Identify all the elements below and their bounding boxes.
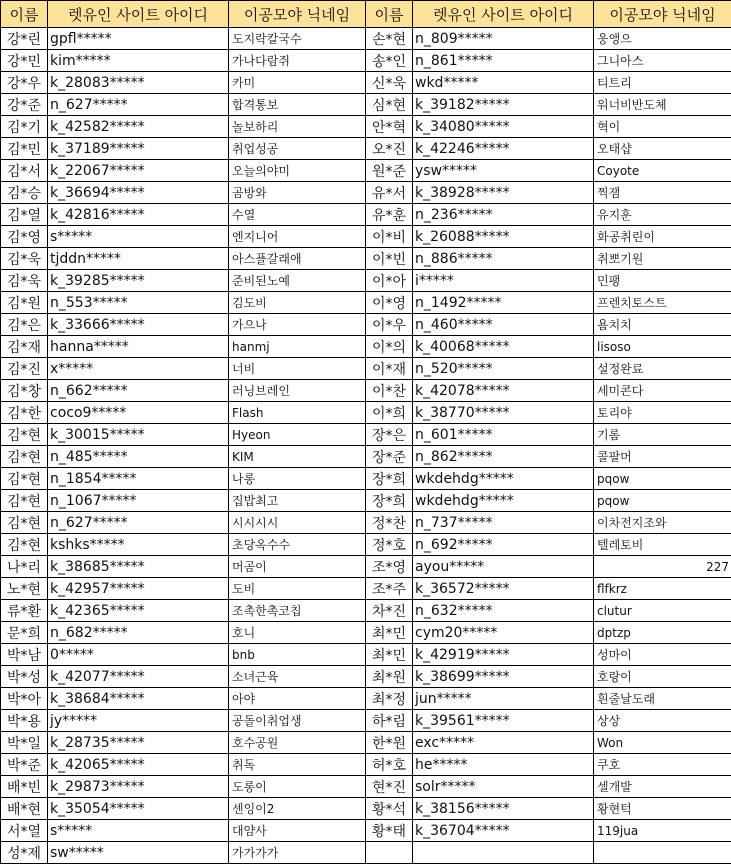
nickname-cell[interactable]: 프렌치토스트 xyxy=(594,292,731,314)
nickname-cell[interactable]: 초당옥수수 xyxy=(229,534,366,556)
name-cell[interactable]: 김*욱 xyxy=(1,248,48,270)
name-cell[interactable]: 한*원 xyxy=(366,732,413,754)
name-cell[interactable]: 심*현 xyxy=(366,94,413,116)
table-row xyxy=(1,28,731,50)
site-id-cell[interactable]: n_1854***** xyxy=(48,468,229,490)
table-row xyxy=(1,754,731,776)
site-id-cell[interactable]: wkdehdg***** xyxy=(413,468,594,490)
site-id-cell[interactable]: k_28083***** xyxy=(48,72,229,94)
site-id-cell[interactable]: k_42246***** xyxy=(413,138,594,160)
nickname-cell[interactable]: 세미콘다 xyxy=(594,380,731,402)
name-cell[interactable]: 이*찬 xyxy=(366,380,413,402)
nickname-cell[interactable]: 김도비 xyxy=(229,292,366,314)
site-id-cell[interactable]: solr***** xyxy=(413,776,594,798)
site-id-cell[interactable]: n_1492***** xyxy=(413,292,594,314)
site-id-cell[interactable]: k_29873***** xyxy=(48,776,229,798)
name-cell[interactable]: 장*은 xyxy=(366,424,413,446)
nickname-cell[interactable]: KIM xyxy=(229,446,366,468)
nickname-cell[interactable]: 기롬 xyxy=(594,424,731,446)
table-row xyxy=(1,688,731,710)
nickname-cell[interactable]: 쿠호 xyxy=(594,754,731,776)
site-id-cell[interactable]: k_35054***** xyxy=(48,798,229,820)
nickname-cell[interactable]: 가나다람쥐 xyxy=(229,50,366,72)
name-cell[interactable]: 김*열 xyxy=(1,204,48,226)
nickname-cell[interactable]: 소녀근육 xyxy=(229,666,366,688)
site-id-cell[interactable]: k_36704***** xyxy=(413,820,594,842)
table-row xyxy=(1,666,731,688)
site-id-cell[interactable]: k_36694***** xyxy=(48,182,229,204)
nickname-cell[interactable]: 시시시시 xyxy=(229,512,366,534)
name-cell[interactable]: 박*성 xyxy=(1,666,48,688)
name-cell[interactable]: 송*인 xyxy=(366,50,413,72)
table-row xyxy=(1,600,731,622)
name-cell[interactable]: 김*원 xyxy=(1,292,48,314)
name-cell[interactable]: 김*현 xyxy=(1,424,48,446)
nickname-cell[interactable]: 오태샵 xyxy=(594,138,731,160)
name-cell[interactable]: 이*아 xyxy=(366,270,413,292)
table-row xyxy=(1,50,731,72)
nickname-cell[interactable]: 곰방와 xyxy=(229,182,366,204)
site-id-cell[interactable]: k_38699***** xyxy=(413,666,594,688)
site-id-cell[interactable]: k_42365***** xyxy=(48,600,229,622)
table-row xyxy=(1,226,731,248)
site-id-cell[interactable]: cym20***** xyxy=(413,622,594,644)
site-id-cell[interactable]: n_520***** xyxy=(413,358,594,380)
header-site-id-right[interactable]: 렛유인 사이트 아이디 xyxy=(413,1,594,28)
site-id-cell[interactable]: wkdehdg***** xyxy=(413,490,594,512)
name-cell[interactable]: 장*준 xyxy=(366,446,413,468)
site-id-cell[interactable]: s***** xyxy=(48,820,229,842)
table-row xyxy=(1,820,731,842)
table-row xyxy=(1,578,731,600)
site-id-cell[interactable]: 0***** xyxy=(48,644,229,666)
table-row xyxy=(1,490,731,512)
name-cell[interactable]: 김*욱 xyxy=(1,270,48,292)
name-cell[interactable]: 김*민 xyxy=(1,138,48,160)
nickname-cell[interactable]: 도롱이 xyxy=(229,776,366,798)
site-id-cell[interactable]: jun***** xyxy=(413,688,594,710)
nickname-cell[interactable]: 콜팔머 xyxy=(594,446,731,468)
name-cell[interactable]: 이*희 xyxy=(366,402,413,424)
table-row xyxy=(1,72,731,94)
table-row xyxy=(1,182,731,204)
name-cell[interactable]: 박*일 xyxy=(1,732,48,754)
name-cell[interactable]: 오*진 xyxy=(366,138,413,160)
site-id-cell[interactable]: k_38685***** xyxy=(48,556,229,578)
site-id-cell[interactable]: k_34080***** xyxy=(413,116,594,138)
site-id-cell[interactable]: n_737***** xyxy=(413,512,594,534)
site-id-cell[interactable]: ysw***** xyxy=(413,160,594,182)
nickname-cell[interactable]: hanmj xyxy=(229,336,366,358)
table-row xyxy=(1,710,731,732)
nickname-cell[interactable]: dptzp xyxy=(594,622,731,644)
name-cell[interactable]: 조*주 xyxy=(366,578,413,600)
nickname-cell[interactable]: 119jua xyxy=(594,820,731,842)
name-cell[interactable]: 김*영 xyxy=(1,226,48,248)
site-id-cell[interactable]: n_682***** xyxy=(48,622,229,644)
nickname-cell[interactable]: 웅앵으 xyxy=(594,28,731,50)
nickname-cell[interactable]: pqow xyxy=(594,468,731,490)
site-id-cell[interactable]: k_39285***** xyxy=(48,270,229,292)
table-row xyxy=(1,248,731,270)
name-cell[interactable]: 유*서 xyxy=(366,182,413,204)
nickname-cell[interactable]: 대얌사 xyxy=(229,820,366,842)
site-id-cell[interactable]: kshks***** xyxy=(48,534,229,556)
nickname-cell[interactable]: 텔레토비 xyxy=(594,534,731,556)
name-cell[interactable]: 안*혁 xyxy=(366,116,413,138)
site-id-cell[interactable]: n_809***** xyxy=(413,28,594,50)
nickname-cell[interactable]: 상상 xyxy=(594,710,731,732)
site-id-cell[interactable]: n_632***** xyxy=(413,600,594,622)
nickname-cell[interactable]: 너비 xyxy=(229,358,366,380)
table-row xyxy=(1,380,731,402)
nickname-cell[interactable]: 엔지니어 xyxy=(229,226,366,248)
table-row xyxy=(1,644,731,666)
site-id-cell[interactable]: n_485***** xyxy=(48,446,229,468)
site-id-cell[interactable]: n_601***** xyxy=(413,424,594,446)
table-row xyxy=(1,160,731,182)
table-row xyxy=(1,270,731,292)
name-cell[interactable]: 조*영 xyxy=(366,556,413,578)
name-cell[interactable]: 성*제 xyxy=(1,842,48,864)
site-id-cell[interactable]: n_861***** xyxy=(413,50,594,72)
nickname-cell[interactable]: 가으나 xyxy=(229,314,366,336)
header-nickname-left[interactable]: 이공모야 닉네임 xyxy=(229,1,366,28)
table-row xyxy=(1,622,731,644)
name-cell[interactable]: 최*원 xyxy=(366,666,413,688)
site-id-cell[interactable]: n_692***** xyxy=(413,534,594,556)
site-id-cell[interactable]: tjddn***** xyxy=(48,248,229,270)
nickname-cell[interactable]: 호랑이 xyxy=(594,666,731,688)
name-cell[interactable]: 유*훈 xyxy=(366,204,413,226)
site-id-cell[interactable]: k_33666***** xyxy=(48,314,229,336)
site-id-cell[interactable] xyxy=(413,842,594,864)
name-cell[interactable]: 강*준 xyxy=(1,94,48,116)
name-cell[interactable]: 류*환 xyxy=(1,600,48,622)
name-cell[interactable]: 정*찬 xyxy=(366,512,413,534)
nickname-cell[interactable]: 유지훈 xyxy=(594,204,731,226)
nickname-cell[interactable]: 수열 xyxy=(229,204,366,226)
nickname-cell[interactable]: clutur xyxy=(594,600,731,622)
name-cell[interactable]: 이*빈 xyxy=(366,248,413,270)
nickname-cell[interactable]: 취업성공 xyxy=(229,138,366,160)
table-row xyxy=(1,314,731,336)
nickname-cell[interactable]: 도지락칼국수 xyxy=(229,28,366,50)
site-id-cell[interactable]: k_42816***** xyxy=(48,204,229,226)
site-id-cell[interactable]: n_886***** xyxy=(413,248,594,270)
nickname-cell[interactable]: 나롱 xyxy=(229,468,366,490)
nickname-cell[interactable]: Hyeon xyxy=(229,424,366,446)
site-id-cell[interactable]: k_28735***** xyxy=(48,732,229,754)
nickname-cell[interactable]: 아스플갈래애 xyxy=(229,248,366,270)
name-cell[interactable]: 이*우 xyxy=(366,314,413,336)
name-cell[interactable]: 박*준 xyxy=(1,754,48,776)
site-id-cell[interactable]: k_40068***** xyxy=(413,336,594,358)
nickname-cell[interactable]: 227 xyxy=(594,556,731,578)
nickname-cell[interactable]: 호니 xyxy=(229,622,366,644)
name-cell[interactable]: 김*승 xyxy=(1,182,48,204)
site-id-cell[interactable]: k_42957***** xyxy=(48,578,229,600)
header-site-id-left[interactable]: 렛유인 사이트 아이디 xyxy=(48,1,229,28)
nickname-cell[interactable]: 취뽀기원 xyxy=(594,248,731,270)
nickname-cell[interactable]: 놀보하리 xyxy=(229,116,366,138)
name-cell[interactable]: 이*의 xyxy=(366,336,413,358)
nickname-cell[interactable]: 러닝브레인 xyxy=(229,380,366,402)
site-id-cell[interactable]: k_22067***** xyxy=(48,160,229,182)
name-cell[interactable]: 하*림 xyxy=(366,710,413,732)
nickname-cell[interactable]: 설정완료 xyxy=(594,358,731,380)
site-id-cell[interactable]: n_460***** xyxy=(413,314,594,336)
table-row xyxy=(1,776,731,798)
name-cell[interactable]: 나*리 xyxy=(1,556,48,578)
site-id-cell[interactable]: n_1067***** xyxy=(48,490,229,512)
nickname-cell[interactable]: 흰줄날도래 xyxy=(594,688,731,710)
name-cell[interactable]: 최*정 xyxy=(366,688,413,710)
name-cell[interactable] xyxy=(366,842,413,864)
nickname-cell[interactable]: flfkrz xyxy=(594,578,731,600)
site-id-cell[interactable]: exc***** xyxy=(413,732,594,754)
site-id-cell[interactable]: n_236***** xyxy=(413,204,594,226)
table-row xyxy=(1,292,731,314)
header-row xyxy=(1,1,731,28)
header-nickname-right[interactable]: 이공모야 닉네임 xyxy=(594,1,731,28)
nickname-cell[interactable]: 조촉한촉코칩 xyxy=(229,600,366,622)
nickname-cell[interactable]: 티트리 xyxy=(594,72,731,94)
table-row xyxy=(1,424,731,446)
site-id-cell[interactable]: n_862***** xyxy=(413,446,594,468)
name-cell[interactable]: 강*우 xyxy=(1,72,48,94)
site-id-cell[interactable]: n_553***** xyxy=(48,292,229,314)
nickname-cell[interactable]: 혁이 xyxy=(594,116,731,138)
nickname-cell[interactable]: 워너비반도체 xyxy=(594,94,731,116)
site-id-cell[interactable]: i***** xyxy=(413,270,594,292)
nickname-cell[interactable]: 성마이 xyxy=(594,644,731,666)
name-cell[interactable]: 정*호 xyxy=(366,534,413,556)
nickname-cell[interactable] xyxy=(594,842,731,864)
table-row xyxy=(1,798,731,820)
site-id-cell[interactable]: jy***** xyxy=(48,710,229,732)
site-id-cell[interactable]: k_39182***** xyxy=(413,94,594,116)
nickname-cell[interactable]: 준비된노예 xyxy=(229,270,366,292)
site-id-cell[interactable]: k_38156***** xyxy=(413,798,594,820)
site-id-cell[interactable]: gpfl***** xyxy=(48,28,229,50)
name-cell[interactable]: 이*영 xyxy=(366,292,413,314)
name-cell[interactable]: 김*은 xyxy=(1,314,48,336)
nickname-cell[interactable]: 셀개발 xyxy=(594,776,731,798)
nickname-cell[interactable]: 아야 xyxy=(229,688,366,710)
header-name-left[interactable]: 이름 xyxy=(1,1,48,28)
site-id-cell[interactable]: sw***** xyxy=(48,842,229,864)
name-cell[interactable]: 황*석 xyxy=(366,798,413,820)
site-id-cell[interactable]: kim***** xyxy=(48,50,229,72)
name-cell[interactable]: 황*태 xyxy=(366,820,413,842)
nickname-cell[interactable]: 도비 xyxy=(229,578,366,600)
nickname-cell[interactable]: 공돌이취업생 xyxy=(229,710,366,732)
table-row xyxy=(1,402,731,424)
nickname-cell[interactable]: 욤치치 xyxy=(594,314,731,336)
nickname-cell[interactable]: 카미 xyxy=(229,72,366,94)
name-cell[interactable]: 최*민 xyxy=(366,644,413,666)
nickname-cell[interactable]: 오늘의야미 xyxy=(229,160,366,182)
name-cell[interactable]: 김*현 xyxy=(1,446,48,468)
name-cell[interactable]: 박*아 xyxy=(1,688,48,710)
site-id-cell[interactable]: n_627***** xyxy=(48,94,229,116)
table-row xyxy=(1,446,731,468)
table-row xyxy=(1,842,731,864)
name-cell[interactable]: 이*비 xyxy=(366,226,413,248)
name-cell[interactable]: 현*진 xyxy=(366,776,413,798)
site-id-cell[interactable]: k_42065***** xyxy=(48,754,229,776)
name-cell[interactable]: 신*욱 xyxy=(366,72,413,94)
nickname-cell[interactable]: 센잉이2 xyxy=(229,798,366,820)
site-id-cell[interactable]: k_42582***** xyxy=(48,116,229,138)
nickname-cell[interactable]: 가가가가 xyxy=(229,842,366,864)
nickname-cell[interactable]: 그니아스 xyxy=(594,50,731,72)
table-row xyxy=(1,336,731,358)
name-cell[interactable]: 김*현 xyxy=(1,468,48,490)
site-id-cell[interactable]: k_39561***** xyxy=(413,710,594,732)
site-id-cell[interactable]: wkd***** xyxy=(413,72,594,94)
nickname-cell[interactable]: lisoso xyxy=(594,336,731,358)
site-id-cell[interactable]: s***** xyxy=(48,226,229,248)
table-row xyxy=(1,94,731,116)
name-cell[interactable]: 차*진 xyxy=(366,600,413,622)
nickname-cell[interactable]: 호수공원 xyxy=(229,732,366,754)
name-cell[interactable]: 서*열 xyxy=(1,820,48,842)
name-cell[interactable]: 김*서 xyxy=(1,160,48,182)
header-name-right[interactable]: 이름 xyxy=(366,1,413,28)
name-cell[interactable]: 김*진 xyxy=(1,358,48,380)
site-id-cell[interactable]: n_627***** xyxy=(48,512,229,534)
nickname-cell[interactable]: 취독 xyxy=(229,754,366,776)
nickname-cell[interactable]: 토리야 xyxy=(594,402,731,424)
site-id-cell[interactable]: k_30015***** xyxy=(48,424,229,446)
table-row xyxy=(1,138,731,160)
table-row xyxy=(1,116,731,138)
table-row xyxy=(1,468,731,490)
nickname-cell[interactable]: 민팽 xyxy=(594,270,731,292)
table-row xyxy=(1,512,731,534)
nickname-cell[interactable]: 합격통보 xyxy=(229,94,366,116)
name-cell[interactable]: 김*현 xyxy=(1,490,48,512)
site-id-cell[interactable]: k_42919***** xyxy=(413,644,594,666)
nickname-cell[interactable]: 머곰이 xyxy=(229,556,366,578)
name-cell[interactable]: 이*재 xyxy=(366,358,413,380)
name-cell[interactable]: 장*희 xyxy=(366,468,413,490)
nickname-cell[interactable]: 화공취린이 xyxy=(594,226,731,248)
nickname-cell[interactable]: 집밥최고 xyxy=(229,490,366,512)
name-cell[interactable]: 손*현 xyxy=(366,28,413,50)
site-id-cell[interactable]: k_37189***** xyxy=(48,138,229,160)
name-cell[interactable]: 배*빈 xyxy=(1,776,48,798)
table-row xyxy=(1,204,731,226)
name-cell[interactable]: 강*린 xyxy=(1,28,48,50)
name-cell[interactable]: 배*현 xyxy=(1,798,48,820)
name-cell[interactable]: 김*한 xyxy=(1,402,48,424)
site-id-cell[interactable]: k_42077***** xyxy=(48,666,229,688)
name-cell[interactable]: 최*민 xyxy=(366,622,413,644)
site-id-cell[interactable]: k_38770***** xyxy=(413,402,594,424)
name-cell[interactable]: 박*남 xyxy=(1,644,48,666)
site-id-cell[interactable]: coco9***** xyxy=(48,402,229,424)
site-id-cell[interactable]: k_26088***** xyxy=(413,226,594,248)
nickname-cell[interactable]: 찍잼 xyxy=(594,182,731,204)
nickname-cell[interactable]: Won xyxy=(594,732,731,754)
nickname-cell[interactable]: 이차전지조와 xyxy=(594,512,731,534)
site-id-cell[interactable]: k_36572***** xyxy=(413,578,594,600)
name-cell[interactable]: 허*호 xyxy=(366,754,413,776)
site-id-cell[interactable]: ayou***** xyxy=(413,556,594,578)
site-id-cell[interactable]: he***** xyxy=(413,754,594,776)
name-cell[interactable]: 김*재 xyxy=(1,336,48,358)
name-cell[interactable]: 노*현 xyxy=(1,578,48,600)
site-id-cell[interactable]: k_42078***** xyxy=(413,380,594,402)
name-cell[interactable]: 장*희 xyxy=(366,490,413,512)
nickname-cell[interactable]: Flash xyxy=(229,402,366,424)
name-cell[interactable]: 김*현 xyxy=(1,534,48,556)
table-row xyxy=(1,732,731,754)
table-row xyxy=(1,556,731,578)
site-id-cell[interactable]: hanna***** xyxy=(48,336,229,358)
name-cell[interactable]: 김*현 xyxy=(1,512,48,534)
nickname-cell[interactable]: Coyote xyxy=(594,160,731,182)
nickname-cell[interactable]: bnb xyxy=(229,644,366,666)
table-row xyxy=(1,534,731,556)
table-row xyxy=(1,358,731,380)
name-cell[interactable]: 김*기 xyxy=(1,116,48,138)
nickname-cell[interactable]: 황현턱 xyxy=(594,798,731,820)
name-cell[interactable]: 원*준 xyxy=(366,160,413,182)
site-id-cell[interactable]: x***** xyxy=(48,358,229,380)
name-cell[interactable]: 박*용 xyxy=(1,710,48,732)
name-cell[interactable]: 김*창 xyxy=(1,380,48,402)
name-cell[interactable]: 강*민 xyxy=(1,50,48,72)
nickname-cell[interactable]: pqow xyxy=(594,490,731,512)
site-id-cell[interactable]: k_38928***** xyxy=(413,182,594,204)
name-cell[interactable]: 문*희 xyxy=(1,622,48,644)
site-id-cell[interactable]: n_662***** xyxy=(48,380,229,402)
site-id-cell[interactable]: k_38684***** xyxy=(48,688,229,710)
